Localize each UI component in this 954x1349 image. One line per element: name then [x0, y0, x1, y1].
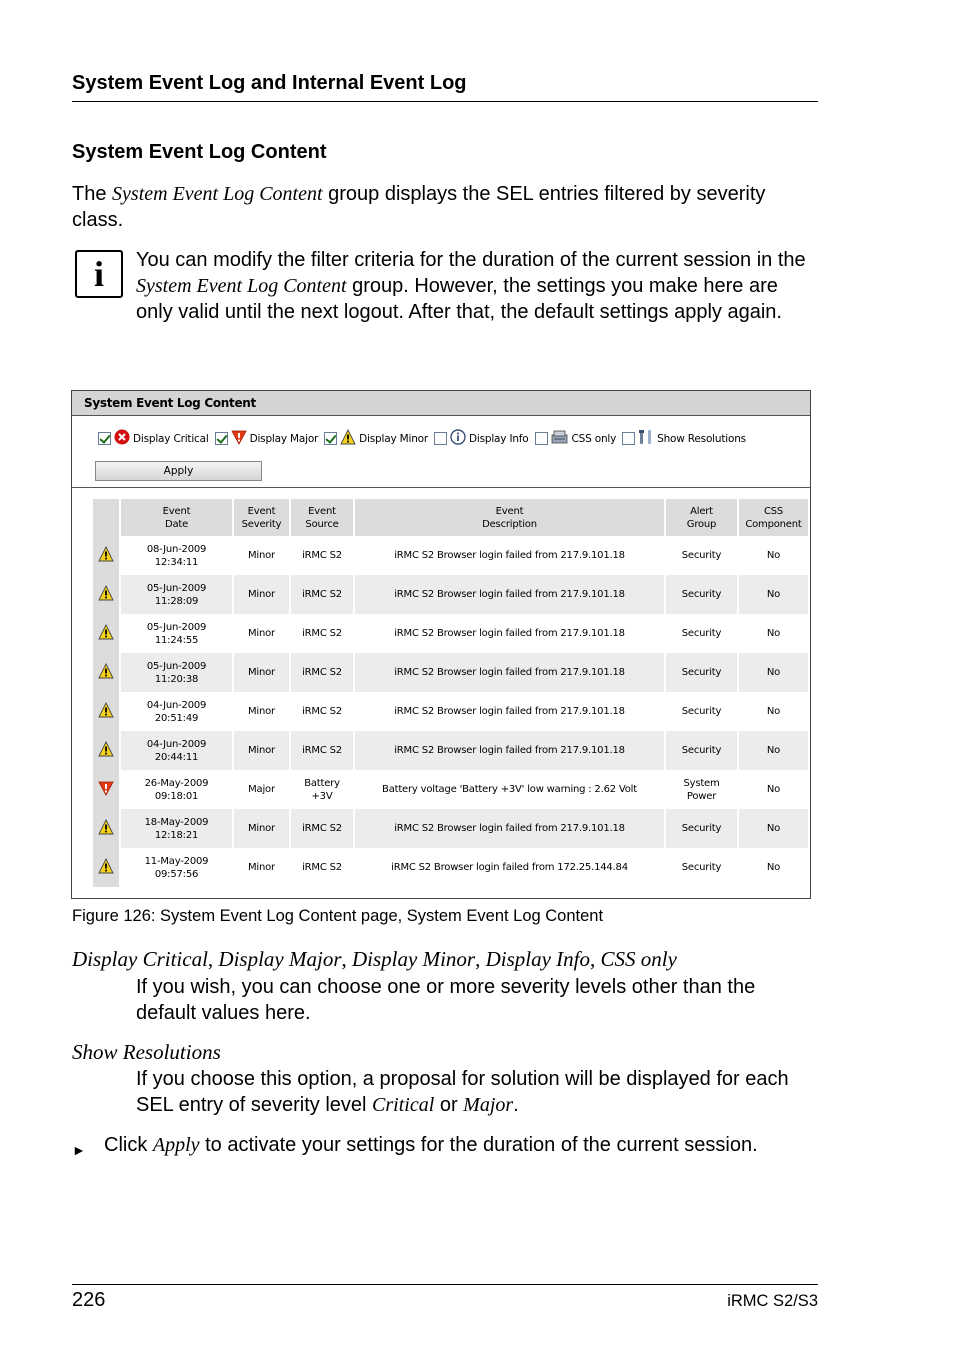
event-description: iRMC S2 Browser login failed from 217.9.101.18 — [354, 536, 665, 575]
table-row — [93, 614, 809, 653]
note-term: System Event Log Content — [136, 275, 347, 297]
event-severity: Minor — [233, 809, 290, 848]
filter-label: Show Resolutions — [657, 432, 746, 445]
section-title: System Event Log Content — [72, 141, 327, 163]
filter-label: Display Minor — [359, 432, 428, 445]
event-date: 11-May-2009 09:57:56 — [120, 848, 233, 887]
checkbox-display-critical[interactable] — [98, 432, 111, 445]
event-source: iRMC S2 — [290, 731, 354, 770]
filter-label: Display Major — [249, 432, 319, 445]
table-row — [93, 770, 809, 809]
column-header-event-severity: Event Severity — [233, 499, 290, 536]
panel-title: System Event Log Content — [72, 391, 810, 416]
event-source: iRMC S2 — [290, 536, 354, 575]
panel-divider — [72, 487, 810, 488]
definition-display-options: If you wish, you can choose one or more severity levels other than the default values here. — [136, 976, 756, 1024]
figure-caption: Figure 126: System Event Log Content page, System Event Log Content — [72, 907, 604, 925]
step-text: Click Apply to activate your settings for the duration of the current session. — [104, 1134, 758, 1156]
event-severity: Minor — [233, 653, 290, 692]
event-source: iRMC S2 — [290, 614, 354, 653]
alert-group: Security — [665, 536, 738, 575]
event-description: iRMC S2 Browser login failed from 217.9.101.18 — [354, 575, 665, 614]
event-severity: Minor — [233, 848, 290, 887]
column-header-event-date: Event Date — [120, 499, 233, 536]
footer-rule — [72, 1284, 818, 1285]
checkbox-css-only[interactable] — [535, 432, 548, 445]
column-header-event-description: Event Description — [354, 499, 665, 536]
css-component: No — [738, 809, 809, 848]
filter-display-critical — [98, 429, 209, 448]
table-row — [93, 848, 809, 887]
event-description: iRMC S2 Browser login failed from 217.9.101.18 — [354, 653, 665, 692]
event-source: iRMC S2 — [290, 848, 354, 887]
css-component: No — [738, 614, 809, 653]
table-row — [93, 731, 809, 770]
event-description: iRMC S2 Browser login failed from 172.25.144.84 — [354, 848, 665, 887]
event-source: iRMC S2 — [290, 653, 354, 692]
filter-row — [98, 429, 752, 448]
column-header-event-source: Event Source — [290, 499, 354, 536]
table-row — [93, 809, 809, 848]
instruction-step — [72, 1132, 818, 1163]
filter-label: CSS only — [571, 432, 617, 445]
filter-css-only — [535, 429, 617, 448]
table-row — [93, 536, 809, 575]
event-source: Battery +3V — [290, 770, 354, 809]
css-component: No — [738, 653, 809, 692]
event-date: 05-Jun-2009 11:24:55 — [120, 614, 233, 653]
event-date: 04-Jun-2009 20:51:49 — [120, 692, 233, 731]
alert-group: Security — [665, 731, 738, 770]
checkbox-show-resolutions[interactable] — [622, 432, 635, 445]
definition-show-resolutions: If you choose this option, a proposal for solution will be displayed for each SEL entry of severity level Critical or Major. — [136, 1068, 789, 1116]
running-head: System Event Log and Internal Event Log — [72, 72, 818, 102]
minor-icon — [93, 692, 120, 731]
alert-group: Security — [665, 614, 738, 653]
event-description: iRMC S2 Browser login failed from 217.9.101.18 — [354, 614, 665, 653]
event-date: 18-May-2009 12:18:21 — [120, 809, 233, 848]
event-severity: Major — [233, 770, 290, 809]
filter-display-major — [215, 429, 319, 448]
screenshot-panel — [71, 390, 811, 899]
apply-button[interactable]: Apply — [95, 461, 262, 481]
event-source: iRMC S2 — [290, 575, 354, 614]
event-date: 26-May-2009 09:18:01 — [120, 770, 233, 809]
column-header-alert-group: Alert Group — [665, 499, 738, 536]
intro-paragraph: The System Event Log Content group displays the SEL entries filtered by severity class. — [72, 183, 766, 231]
filter-label: Display Info — [469, 432, 529, 445]
event-description: iRMC S2 Browser login failed from 217.9.101.18 — [354, 809, 665, 848]
css-component: No — [738, 575, 809, 614]
alert-group: Security — [665, 809, 738, 848]
filter-label: Display Critical — [133, 432, 209, 445]
table-row — [93, 692, 809, 731]
css-component: No — [738, 848, 809, 887]
info-icon — [450, 429, 469, 448]
product-name: iRMC S2/S3 — [727, 1292, 818, 1310]
term-display-options: Display Critical, Display Major, Display Minor, Display Info, CSS only — [72, 947, 677, 971]
minor-icon — [93, 809, 120, 848]
event-date: 04-Jun-2009 20:44:11 — [120, 731, 233, 770]
event-severity: Minor — [233, 692, 290, 731]
css-icon — [551, 429, 572, 448]
event-severity: Minor — [233, 614, 290, 653]
minor-icon — [93, 848, 120, 887]
term-show-resolutions: Show Resolutions — [72, 1040, 221, 1064]
info-note-icon: i — [75, 250, 123, 298]
note-paragraph: You can modify the filter criteria for the duration of the current session in the System Event Log Content group. However, the settings you make here are only valid until the next logout. After that, the default settings apply again. — [136, 249, 806, 323]
event-source: iRMC S2 — [290, 809, 354, 848]
css-component: No — [738, 692, 809, 731]
critical-icon — [114, 429, 133, 448]
event-description: iRMC S2 Browser login failed from 217.9.101.18 — [354, 731, 665, 770]
intro-term: System Event Log Content — [112, 183, 323, 205]
event-date: 08-Jun-2009 12:34:11 — [120, 536, 233, 575]
checkbox-display-info[interactable] — [434, 432, 447, 445]
minor-icon — [93, 653, 120, 692]
event-description: iRMC S2 Browser login failed from 217.9.101.18 — [354, 692, 665, 731]
table-header-row — [93, 499, 809, 536]
major-icon — [93, 770, 120, 809]
alert-group: Security — [665, 692, 738, 731]
minor-icon — [93, 575, 120, 614]
filter-display-info — [434, 429, 529, 448]
step-bullet-icon: ► — [72, 1142, 86, 1158]
minor-icon — [93, 731, 120, 770]
minor-icon — [93, 614, 120, 653]
table-row — [93, 575, 809, 614]
column-header-css-component: CSS Component — [738, 499, 809, 536]
event-severity: Minor — [233, 575, 290, 614]
checkbox-display-minor[interactable] — [324, 432, 337, 445]
alert-group: Security — [665, 575, 738, 614]
page-number: 226 — [72, 1289, 106, 1311]
event-description: Battery voltage 'Battery +3V' low warning : 2.62 Volt — [354, 770, 665, 809]
alert-group: Security — [665, 848, 738, 887]
event-source: iRMC S2 — [290, 692, 354, 731]
minor-icon — [340, 429, 359, 448]
css-component: No — [738, 536, 809, 575]
event-severity: Minor — [233, 536, 290, 575]
checkbox-display-major[interactable] — [215, 432, 228, 445]
alert-group: System Power — [665, 770, 738, 809]
event-date: 05-Jun-2009 11:20:38 — [120, 653, 233, 692]
minor-icon — [93, 536, 120, 575]
icon-column-header — [93, 499, 120, 536]
resolution-icon — [638, 429, 657, 448]
css-component: No — [738, 731, 809, 770]
css-component: No — [738, 770, 809, 809]
alert-group: Security — [665, 653, 738, 692]
filter-show-resolutions — [622, 429, 746, 448]
table-row — [93, 653, 809, 692]
filter-display-minor — [324, 429, 428, 448]
event-date: 05-Jun-2009 11:28:09 — [120, 575, 233, 614]
sel-table — [93, 499, 810, 887]
event-severity: Minor — [233, 731, 290, 770]
major-icon — [231, 429, 250, 448]
